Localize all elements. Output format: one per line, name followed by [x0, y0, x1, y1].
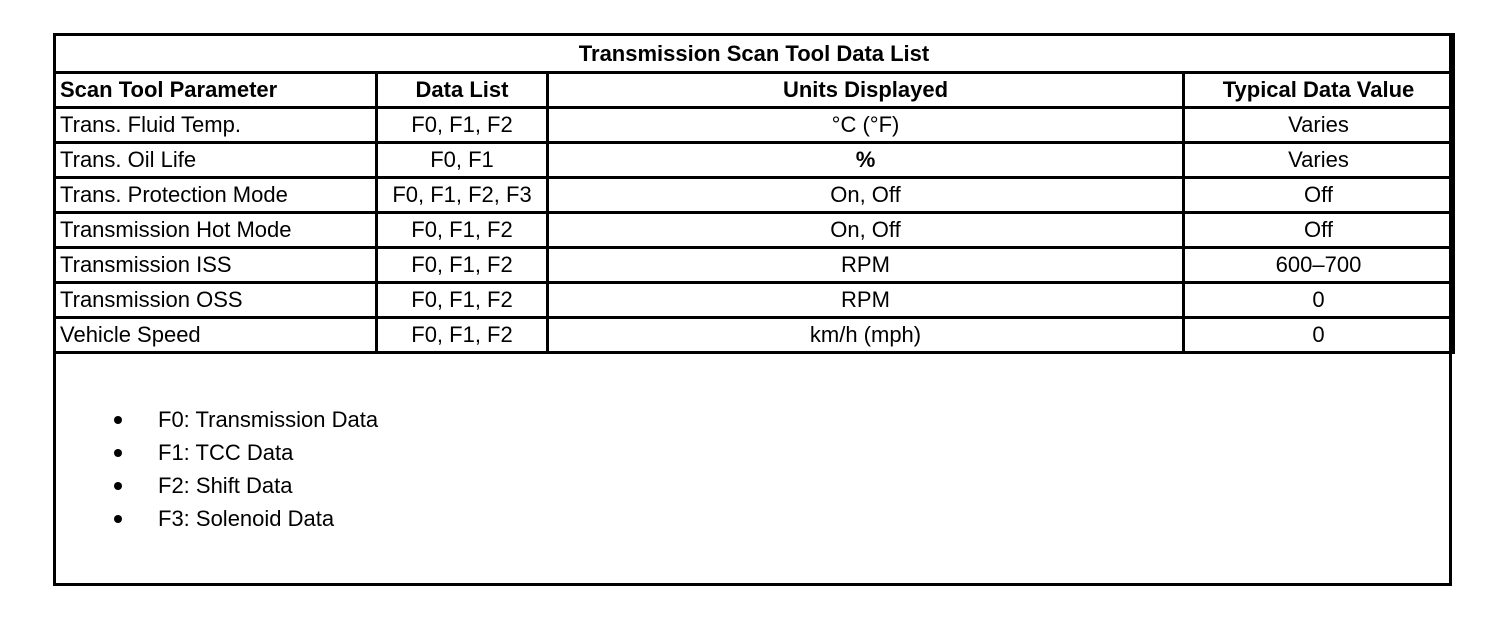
- cell-units: On, Off: [548, 213, 1184, 248]
- bullet-icon: [114, 449, 122, 457]
- cell-units: RPM: [548, 248, 1184, 283]
- cell-parameter: Vehicle Speed: [55, 318, 377, 353]
- bullet-icon: [114, 416, 122, 424]
- cell-units: %: [548, 143, 1184, 178]
- cell-data-list: F0, F1, F2: [377, 318, 548, 353]
- table-row: [55, 248, 1454, 283]
- cell-units: °C (°F): [548, 108, 1184, 143]
- legend-text: F1: TCC Data: [158, 440, 294, 465]
- table-row: [55, 283, 1454, 318]
- cell-data-list: F0, F1, F2: [377, 108, 548, 143]
- cell-typical-value: Off: [1184, 213, 1454, 248]
- legend-text: F2: Shift Data: [158, 473, 293, 498]
- cell-typical-value: Off: [1184, 178, 1454, 213]
- cell-parameter: Transmission ISS: [55, 248, 377, 283]
- cell-data-list: F0, F1, F2, F3: [377, 178, 548, 213]
- data-list-legend: [56, 403, 1449, 535]
- cell-parameter: Transmission OSS: [55, 283, 377, 318]
- header-units-displayed: Units Displayed: [548, 73, 1184, 108]
- table-row: [55, 178, 1454, 213]
- document-frame: [53, 33, 1452, 586]
- cell-data-list: F0, F1, F2: [377, 248, 548, 283]
- table-header-row: [55, 73, 1454, 108]
- cell-data-list: F0, F1, F2: [377, 213, 548, 248]
- cell-parameter: Trans. Fluid Temp.: [55, 108, 377, 143]
- header-scan-tool-parameter: Scan Tool Parameter: [55, 73, 377, 108]
- list-item: [56, 469, 1449, 502]
- cell-data-list: F0, F1: [377, 143, 548, 178]
- table-title: Transmission Scan Tool Data List: [55, 35, 1454, 73]
- table-row: [55, 213, 1454, 248]
- cell-units: On, Off: [548, 178, 1184, 213]
- scan-tool-data-table: [53, 33, 1455, 354]
- cell-typical-value: 0: [1184, 283, 1454, 318]
- list-item: [56, 502, 1449, 535]
- cell-typical-value: Varies: [1184, 108, 1454, 143]
- list-item: [56, 436, 1449, 469]
- cell-units: RPM: [548, 283, 1184, 318]
- table-row: [55, 318, 1454, 353]
- header-data-list: Data List: [377, 73, 548, 108]
- table-title-row: [55, 35, 1454, 73]
- table-row: [55, 108, 1454, 143]
- cell-parameter: Trans. Protection Mode: [55, 178, 377, 213]
- legend-text: F0: Transmission Data: [158, 407, 379, 432]
- cell-typical-value: 600–700: [1184, 248, 1454, 283]
- bullet-icon: [114, 515, 122, 523]
- bullet-icon: [114, 482, 122, 490]
- table-row: [55, 143, 1454, 178]
- list-item: [56, 403, 1449, 436]
- cell-units: km/h (mph): [548, 318, 1184, 353]
- cell-typical-value: Varies: [1184, 143, 1454, 178]
- cell-parameter: Transmission Hot Mode: [55, 213, 377, 248]
- legend-text: F3: Solenoid Data: [158, 506, 335, 531]
- cell-parameter: Trans. Oil Life: [55, 143, 377, 178]
- header-typical-data-value: Typical Data Value: [1184, 73, 1454, 108]
- cell-data-list: F0, F1, F2: [377, 283, 548, 318]
- cell-typical-value: 0: [1184, 318, 1454, 353]
